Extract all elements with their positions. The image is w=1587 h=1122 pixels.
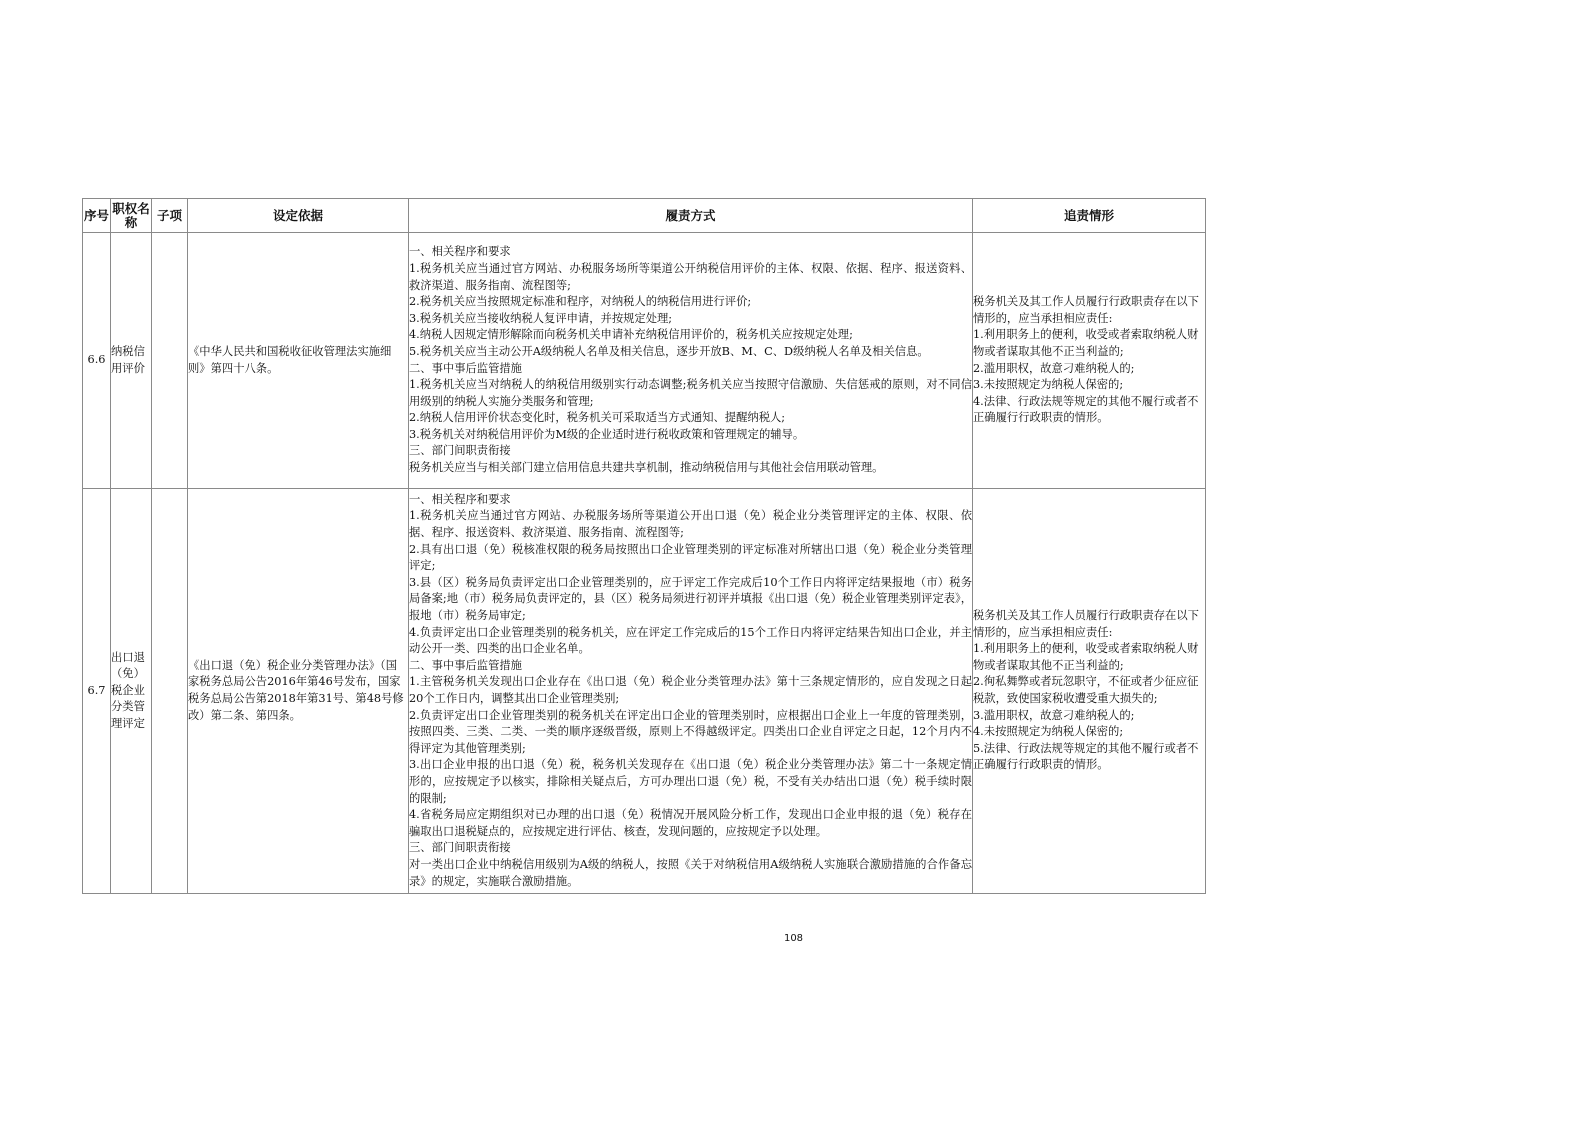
row-accountability — [973, 489, 1206, 894]
table-row — [83, 233, 1206, 489]
header-sub: 子项 — [152, 199, 188, 233]
method-line: 2.税务机关应当按照规定标准和程序，对纳税人的纳税信用进行评价; — [409, 295, 752, 309]
header-row — [83, 199, 1206, 233]
accountability-line: 3.未按照规定为纳税人保密的; — [973, 378, 1124, 392]
row-basis: 《中华人民共和国税收征收管理法实施细则》第四十八条。 — [188, 233, 409, 489]
method-line: 2.具有出口退（免）税核准权限的税务局按照出口企业管理类别的评定标准对所辖出口退（免）税企业分类管理评定; — [409, 542, 972, 573]
row-name: 出口退（免）税企业分类管理评定 — [111, 489, 152, 894]
method-line: 3.出口企业申报的出口退（免）税，税务机关发现存在《出口退（免）税企业分类管理办法》第二十一条规定情形的，应按规定予以核实，排除相关疑点后，方可办理出口退（免）税，不受有关办结出口退（免）税手续时限的限制; — [409, 758, 972, 805]
method-line: 2.纳税人信用评价状态变化时，税务机关可采取适当方式通知、提醒纳税人; — [409, 411, 786, 425]
method-line: 三、部门间职责衔接 — [409, 841, 511, 855]
method-line: 3.税务机关应当接收纳税人复评申请，并按规定处理; — [409, 311, 673, 325]
method-line: 1.税务机关应当对纳税人的纳税信用级别实行动态调整;税务机关应当按照守信激励、失信惩戒的原则，对不同信用级别的纳税人实施分类服务和管理; — [409, 378, 972, 408]
method-line: 1.税务机关应当通过官方网站、办税服务场所等渠道公开纳税信用评价的主体、权限、依据、程序、报送资料、救济渠道、服务指南、流程图等; — [409, 261, 972, 292]
method-line: 1.主管税务机关发现出口企业存在《出口退（免）税企业分类管理办法》第十三条规定情形的，应自发现之日起20个工作日内，调整其出口企业管理类别; — [409, 675, 972, 705]
method-line: 1.税务机关应当通过官方网站、办税服务场所等渠道公开出口退（免）税企业分类管理评定的主体、权限、依据、程序、报送资料、救济渠道、服务指南、流程图等; — [409, 509, 972, 540]
accountability-line: 5.法律、行政法规等规定的其他不履行或者不正确履行行政职责的情形。 — [973, 741, 1199, 772]
accountability-line: 2.滥用职权，故意刁难纳税人的; — [973, 361, 1135, 375]
row-name: 纳税信用评价 — [111, 233, 152, 489]
row-sub — [152, 233, 188, 489]
method-line: 3.县（区）税务局负责评定出口企业管理类别的，应于评定工作完成后10个工作日内将评定结果报地（市）税务局备案;地（市）税务局负责评定的，县（区）税务局须进行初评并填报《出口退（免）税企业管理类别评定表》，报地（市）税务局审定; — [409, 575, 973, 623]
method-line: 5.税务机关应当主动公开A级纳税人名单及相关信息，逐步开放B、M、C、D级纳税人名单及相关信息。 — [409, 344, 929, 358]
method-line: 一、相关程序和要求 — [409, 492, 511, 506]
row-method — [409, 233, 973, 489]
row-no: 6.7 — [83, 489, 111, 894]
header-no: 序号 — [83, 199, 111, 233]
row-basis: 《出口退（免）税企业分类管理办法》（国家税务总局公告2016年第46号发布，国家税务总局公告第2018年第31号、第48号修改）第二条、第四条。 — [188, 489, 409, 894]
row-sub — [152, 489, 188, 894]
method-line: 4.纳税人因规定情形解除而向税务机关申请补充纳税信用评价的，税务机关应按规定处理; — [409, 328, 853, 342]
row-accountability — [973, 233, 1206, 489]
table-row — [83, 489, 1206, 894]
method-line: 3.税务机关对纳税信用评价为M级的企业适时进行税收政策和管理规定的辅导。 — [409, 427, 805, 441]
accountability-line: 1.利用职务上的便利，收受或者索取纳税人财物或者谋取其他不正当利益的; — [973, 328, 1199, 358]
page-number: 108 — [783, 933, 804, 944]
row-no: 6.6 — [83, 233, 111, 489]
accountability-line: 4.法律、行政法规等规定的其他不履行或者不正确履行行政职责的情形。 — [973, 394, 1199, 425]
method-line: 一、相关程序和要求 — [409, 245, 511, 259]
accountability-line: 4.未按照规定为纳税人保密的; — [973, 725, 1124, 739]
accountability-line: 税务机关及其工作人员履行行政职责存在以下情形的，应当承担相应责任: — [973, 609, 1199, 639]
header-method: 履责方式 — [409, 199, 973, 233]
accountability-line: 3.滥用职权，故意刁难纳税人的; — [973, 708, 1135, 722]
header-accountability: 追责情形 — [973, 199, 1206, 233]
method-line: 二、事中事后监管措施 — [409, 361, 522, 375]
header-name: 职权名称 — [111, 199, 152, 233]
method-line: 4.负责评定出口企业管理类别的税务机关，应在评定工作完成后的15个工作日内将评定结果告知出口企业，并主动公开一类、四类的出口企业名单。 — [409, 625, 972, 656]
method-line: 2.负责评定出口企业管理类别的税务机关在评定出口企业的管理类别时，应根据出口企业上一年度的管理类别，按照四类、三类、二类、一类的顺序逐级晋级，原则上不得越级评定。四类出口企业自评定之日起，12个月内不得评定为其他管理类别; — [409, 708, 972, 755]
method-line: 税务机关应当与相关部门建立信用信息共建共享机制，推动纳税信用与其他社会信用联动管理。 — [409, 461, 884, 475]
row-method — [409, 489, 973, 894]
method-line: 三、部门间职责衔接 — [409, 444, 511, 458]
accountability-line: 税务机关及其工作人员履行行政职责存在以下情形的，应当承担相应责任: — [973, 295, 1199, 325]
method-line: 对一类出口企业中纳税信用级别为A级的纳税人，按照《关于对纳税信用A级纳税人实施联合激励措施的合作备忘录》的规定，实施联合激励措施。 — [409, 857, 972, 888]
authority-table — [82, 198, 1206, 894]
method-line: 4.省税务局应定期组织对已办理的出口退（免）税情况开展风险分析工作，发现出口企业申报的退（免）税存在骗取出口退税疑点的，应按规定进行评估、核查，发现问题的，应按规定予以处理。 — [409, 808, 972, 838]
method-line: 二、事中事后监管措施 — [409, 658, 522, 672]
accountability-line: 2.徇私舞弊或者玩忽职守，不征或者少征应征税款，致使国家税收遭受重大损失的; — [973, 675, 1199, 705]
header-basis: 设定依据 — [188, 199, 409, 233]
accountability-line: 1.利用职务上的便利，收受或者索取纳税人财物或者谋取其他不正当利益的; — [973, 642, 1199, 672]
